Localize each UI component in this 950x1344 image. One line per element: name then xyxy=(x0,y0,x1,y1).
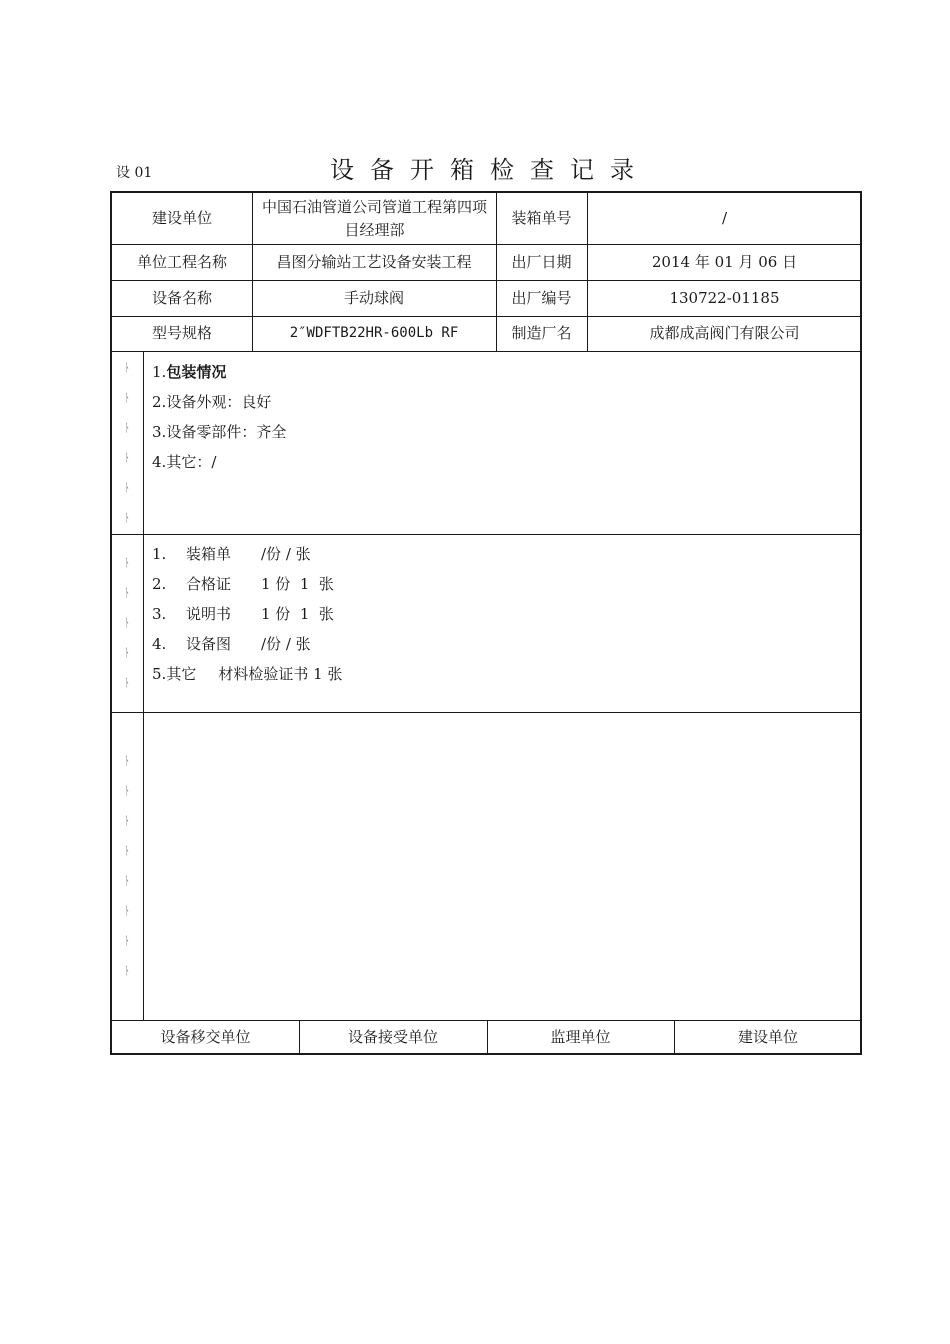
project-name-value: 昌图分输站工艺设备安装工程 xyxy=(276,252,472,271)
list-item: 2. 合格证 1 份 1 张 xyxy=(152,575,334,593)
signature-transfer-unit: 设备移交单位 xyxy=(160,1028,251,1046)
appearance-list xyxy=(152,357,286,477)
documents-list xyxy=(152,539,342,689)
signature-construction-unit: 建设单位 xyxy=(737,1028,798,1046)
remarks-side-label: ト ト ト ト ト ト ト ト xyxy=(125,754,130,978)
factory-date-label: 出厂日期 xyxy=(511,252,572,271)
factory-no-value: 130722-01185 xyxy=(669,288,780,307)
manufacturer-label: 制造厂名 xyxy=(511,324,572,342)
construction-unit-label: 建设单位 xyxy=(151,209,212,227)
equipment-name-label: 设备名称 xyxy=(151,288,212,307)
list-item: 2.设备外观：良好 xyxy=(152,393,272,411)
model-value: 2″WDFTB22HR-600Lb RF xyxy=(289,325,459,341)
signature-receiving-unit: 设备接受单位 xyxy=(347,1028,438,1046)
packing-no-value: / xyxy=(721,209,728,227)
factory-no-label: 出厂编号 xyxy=(511,288,572,307)
page-title: 设备开箱检查记录 xyxy=(330,156,650,184)
inspection-form xyxy=(110,191,862,1055)
list-item: 1. 装箱单 /份 / 张 xyxy=(152,545,311,563)
manufacturer-value: 成都成高阀门有限公司 xyxy=(649,324,800,342)
documents-side-label: ト ト ト ト ト xyxy=(125,556,130,690)
list-item: 5.其它 材料检验证书 1 张 xyxy=(152,665,343,683)
list-item: 3.设备零部件：齐全 xyxy=(152,423,287,441)
model-label: 型号规格 xyxy=(151,324,212,342)
appearance-side-label: ト ト ト ト ト ト xyxy=(125,360,130,525)
list-item: 4.其它：/ xyxy=(152,453,217,471)
packing-no-label: 装箱单号 xyxy=(511,209,572,227)
construction-unit-value: 中国石油管道公司管道工程第四项目经理部 xyxy=(261,197,487,239)
list-item: 1.包装情况 xyxy=(152,363,227,381)
project-name-label: 单位工程名称 xyxy=(136,252,227,271)
form-code: 设 01 xyxy=(116,165,153,181)
list-item: 4. 设备图 /份 / 张 xyxy=(152,635,311,653)
factory-date-value: 2014 年 01 月 06 日 xyxy=(651,252,798,271)
signature-supervision-unit: 监理单位 xyxy=(550,1028,611,1046)
list-item: 3. 说明书 1 份 1 张 xyxy=(152,605,334,623)
equipment-name-value: 手动球阀 xyxy=(343,288,404,307)
